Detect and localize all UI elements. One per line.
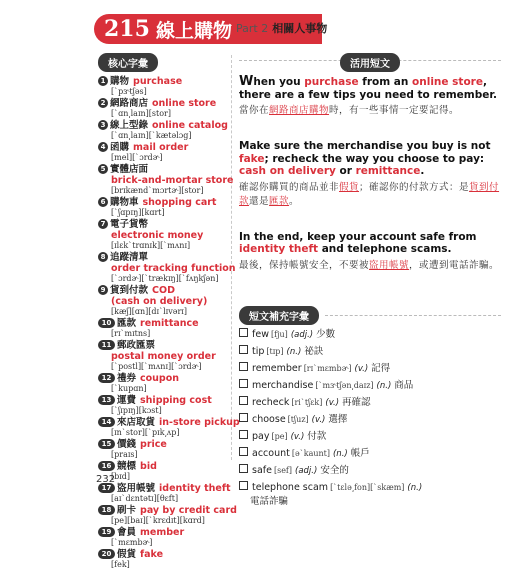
supplement-meaning: 商品 [394, 380, 414, 391]
checkbox[interactable] [239, 396, 248, 405]
vocab-entry [98, 120, 228, 141]
supplement-word: tip [252, 346, 265, 357]
vocab-english: shipping cost [140, 395, 212, 406]
highlighted-term: cash on delivery [239, 165, 336, 177]
paragraph-english [239, 231, 501, 256]
highlighted-term: 貨到付款 [239, 181, 500, 207]
checkbox[interactable] [239, 328, 248, 337]
translation-text: ；確認你的付款方式：是 [359, 181, 470, 193]
vocab-entry [98, 76, 228, 97]
highlighted-term: identity theft [239, 243, 319, 255]
checkbox[interactable] [239, 430, 248, 439]
vocab-phonetic: [rɪˋmɪtns] [111, 329, 151, 338]
vocab-phonetic: [mel][ˋɔrdɚ] [111, 153, 163, 162]
vocab-chinese: 價錢 [117, 439, 137, 450]
vocab-line [98, 439, 228, 450]
supplement-word: telephone scam [252, 482, 329, 493]
supplement-item [239, 447, 501, 461]
vocab-number-badge: 4 [98, 142, 108, 152]
vocab-number-badge: 14 [98, 417, 115, 427]
vocab-entry [98, 285, 228, 317]
supplement-list [239, 328, 501, 508]
supplement-pos: (adj.) [290, 330, 314, 340]
sentence-text: , there are a few tips you need to remember. [239, 76, 498, 101]
vocab-english: member [140, 527, 185, 538]
vocab-line [98, 318, 228, 329]
supplement-phonetic: [tɪp] [266, 347, 284, 356]
core-vocab-panel [98, 52, 240, 571]
highlighted-term: purchase [304, 76, 359, 88]
supplement-phonetic: [pe] [271, 432, 288, 441]
vocab-number-badge: 8 [98, 252, 108, 262]
supplement-phonetic: [əˋkaunt] [291, 449, 330, 458]
vocab-chinese: 函購 [110, 142, 130, 153]
vocab-number-badge: 3 [98, 120, 108, 130]
supplement-word: recheck [252, 397, 290, 408]
vocab-entry [98, 483, 231, 504]
vocab-line [98, 549, 228, 560]
vocab-english-line2: postal money order [111, 351, 216, 362]
vocab-phonetic: [ˋʃɑpɪŋ][kɑrt] [111, 208, 165, 217]
supplement-phonetic: [ˋmɝtʃən͵daɪz] [315, 381, 374, 390]
supplement-item [239, 396, 501, 410]
column-divider [231, 55, 232, 460]
vocab-chinese: 追蹤清單 [110, 252, 149, 263]
vocab-english: coupon [140, 373, 180, 384]
vocab-phonetic: [ɪlɛkˋtrɑnɪk][ˋmʌnɪ] [111, 241, 191, 250]
vocab-chinese: 假貨 [117, 549, 137, 560]
vocab-english: remittance [140, 318, 199, 329]
vocab-list [98, 76, 240, 570]
sentences-header [239, 52, 501, 68]
chapter-title: 線上購物 [155, 19, 232, 42]
supplement-meaning: 付款 [307, 431, 327, 442]
vocab-number-badge: 16 [98, 461, 115, 471]
checkbox[interactable] [239, 379, 248, 388]
supplement-word: remember [252, 363, 302, 374]
checkbox[interactable] [239, 464, 248, 473]
vocab-number-badge: 1 [98, 76, 108, 86]
vocab-phonetic: [aɪˋdɛntətɪ][θɛft] [111, 494, 179, 503]
vocab-entry [98, 219, 228, 251]
supplement-word: merchandise [252, 380, 314, 391]
vocab-phonetic: [ˋɑn͵laɪn][ˋkætəlɔg] [111, 131, 192, 140]
vocab-number-badge: 7 [98, 219, 108, 229]
vocab-english-line2: electronic money [111, 230, 204, 241]
vocab-line [98, 76, 228, 87]
vocab-chinese: 運費 [117, 395, 137, 406]
vocab-phonetic: [ˋɑn͵laɪn][stor] [111, 109, 171, 118]
vocab-line [98, 527, 228, 538]
vocab-line [98, 120, 228, 131]
supplement-phonetic: [rɪˋmɛmbɚ] [303, 364, 352, 373]
paragraph-list [239, 76, 501, 273]
sentence-text: and telephone scams. [318, 243, 452, 255]
supplement-label: 短文補充字彙 [239, 306, 319, 325]
vocab-chinese: 網路商店 [110, 98, 149, 109]
supplement-item [239, 430, 501, 444]
vocab-number-badge: 2 [98, 98, 108, 108]
vocab-entry [98, 98, 228, 119]
vocab-entry [98, 505, 237, 526]
supplement-pos: (n.) [286, 347, 302, 357]
vocab-line [98, 340, 228, 351]
supplement-item [239, 379, 501, 393]
vocab-number-badge: 9 [98, 285, 108, 295]
paragraph-english [239, 140, 501, 178]
supplement-pos: (adj.) [295, 466, 318, 476]
supplement-item [239, 362, 501, 376]
vocab-entry [98, 527, 228, 548]
vocab-chinese: 線上型錄 [110, 120, 149, 131]
vocab-phonetic: [ˋpostl][ˋmʌnɪ][ˋɔrdɚ] [111, 362, 202, 371]
supplement-meaning: 祕訣 [304, 346, 324, 357]
supplement-item [239, 464, 501, 478]
vocab-number-badge: 11 [98, 340, 115, 350]
supplement-phonetic: [sef] [273, 466, 293, 475]
vocab-english: pay by credit card [140, 505, 237, 516]
vocab-number-badge: 18 [98, 505, 115, 515]
supplement-pos: (v.) [311, 415, 326, 425]
supplement-word: account [252, 448, 290, 459]
highlighted-term: online store [412, 76, 483, 88]
vocab-phonetic: [praɪs] [111, 450, 138, 459]
paragraph-chinese [239, 104, 501, 118]
sentence-text: . [420, 165, 425, 177]
translation-text: ，或遭到電話詐騙。 [409, 259, 500, 271]
supplement-item [239, 413, 501, 427]
vocab-entry [98, 461, 228, 482]
checkbox[interactable] [239, 362, 248, 371]
vocab-entry [98, 252, 236, 284]
vocab-chinese: 競標 [117, 461, 137, 472]
supplement-pos: (n.) [407, 483, 423, 493]
vocab-english: identity theft [159, 483, 231, 494]
part-title: 相關人事物 [272, 22, 328, 35]
page-number: 232 [96, 474, 116, 485]
vocab-chinese: 匯款 [117, 318, 137, 329]
vocab-phonetic: [pe][baɪ][ˋkrɛdɪt][kɑrd] [111, 516, 205, 525]
supplement-meaning: 安全的 [320, 465, 349, 476]
supplement-phonetic: [tʃuz] [287, 415, 309, 424]
highlighted-term: remittance [355, 165, 421, 177]
vocab-chinese: 貨到付款 [110, 285, 149, 296]
vocab-entry [98, 395, 228, 416]
supplement-item [239, 328, 501, 342]
checkbox[interactable] [239, 413, 248, 422]
supplement-phonetic: [fju] [270, 330, 288, 339]
supplement-item [239, 345, 501, 359]
sentence-text: from an [358, 76, 413, 88]
vocab-number-badge: 17 [98, 483, 115, 493]
vocab-english: online catalog [152, 120, 228, 131]
checkbox[interactable] [239, 481, 248, 490]
supplement-item [239, 481, 501, 495]
vocab-line [98, 252, 228, 263]
vocab-entry [98, 373, 228, 394]
vocab-line [98, 98, 228, 109]
vocab-english-line2: (cash on delivery) [111, 296, 208, 307]
vocab-english: bid [140, 461, 157, 472]
sentence-text: hen you [253, 76, 305, 88]
vocab-english: shopping cart [142, 197, 217, 208]
vocab-phonetic: [ˋʃɪpɪŋ][kɔst] [111, 406, 162, 415]
vocab-number-badge: 10 [98, 318, 115, 328]
vocab-line [98, 483, 231, 494]
vocab-phonetic: [ˋmɛmbɚ] [111, 538, 153, 547]
vocab-line [98, 285, 228, 296]
sentence-text: Make sure the merchandise you buy is not [239, 140, 491, 152]
vocab-phonetic: [ɪnˋstor][ˋpɪk͵ʌp] [111, 428, 180, 437]
sentences-label: 活用短文 [340, 53, 400, 72]
highlighted-term: 網路商店購物 [269, 105, 330, 116]
vocab-number-badge: 19 [98, 527, 115, 537]
supplement-word: few [252, 329, 269, 340]
vocab-english: COD [152, 285, 175, 296]
vocab-number-badge: 13 [98, 395, 115, 405]
checkbox[interactable] [239, 447, 248, 456]
highlighted-term: 假貨 [339, 181, 360, 193]
header-rule [325, 315, 501, 316]
vocab-line [98, 219, 228, 230]
vocab-line [98, 373, 228, 384]
vocab-entry [98, 549, 228, 570]
supplement-pos: (n.) [376, 381, 392, 391]
vocab-chinese: 盜用帳號 [117, 483, 156, 494]
supplement-phonetic: [ˋtɛlə͵fon][ˋskæm] [330, 483, 405, 492]
vocab-phonetic: [ˋpɝtʃəs] [111, 87, 147, 96]
sentences-panel [239, 52, 501, 273]
sentence-text: or [335, 165, 356, 177]
vocab-chinese: 購物 [110, 76, 130, 87]
sentence-text: ; recheck the way you choose to pay: [264, 152, 485, 165]
supplement-meaning: 帳戶 [350, 448, 370, 459]
supplement-panel [239, 306, 501, 508]
vocab-english: purchase [133, 76, 183, 87]
sentence-text: In the end, keep your account safe from [239, 230, 477, 243]
vocab-chinese: 刷卡 [117, 505, 137, 516]
supplement-pos: (n.) [332, 449, 348, 459]
vocab-number-badge: 15 [98, 439, 115, 449]
vocab-entry [98, 439, 228, 460]
vocab-phonetic: [bɪd] [111, 472, 131, 481]
vocab-chinese: 會員 [117, 527, 137, 538]
vocab-chinese: 購物車 [110, 197, 139, 208]
vocab-english: mail order [133, 142, 189, 153]
supplement-pos: (v.) [325, 398, 340, 408]
vocab-english: online store [152, 98, 217, 109]
paragraph-gap [239, 118, 501, 132]
supplement-word: choose [252, 414, 286, 425]
paragraph-english [239, 76, 501, 101]
vocab-phonetic: [fek] [111, 560, 130, 569]
supplement-meaning: 選擇 [328, 414, 348, 425]
vocab-entry [98, 417, 240, 438]
vocab-line [98, 164, 228, 175]
vocab-english: in-store pickup [159, 417, 240, 428]
paragraph-gap [239, 209, 501, 223]
vocab-chinese: 來店取貨 [117, 417, 156, 428]
supplement-phonetic: [riˋtʃɛk] [291, 398, 323, 407]
translation-text: 確認你購買的商品並非 [239, 181, 340, 193]
core-vocab-label: 核心字彙 [98, 53, 158, 72]
vocab-number-badge: 20 [98, 549, 115, 559]
translation-text: 時，有一些事情一定要記得。 [329, 105, 460, 116]
supplement-header [239, 306, 501, 325]
vocab-line [98, 395, 228, 406]
supplement-meaning: 記得 [371, 363, 391, 374]
vocab-line [98, 197, 228, 208]
vocab-chinese: 實體店面 [110, 164, 149, 175]
vocab-line [98, 505, 237, 516]
part-number: Part 2 [236, 21, 269, 35]
paragraph-chinese [239, 181, 501, 209]
vocab-line [98, 417, 240, 428]
highlighted-term: 匯款 [269, 195, 290, 207]
vocab-english: fake [140, 549, 164, 560]
supplement-meaning: 再確認 [342, 397, 371, 408]
vocab-chinese: 禮券 [117, 373, 137, 384]
translation-text: 還是 [249, 195, 270, 207]
checkbox[interactable] [239, 345, 248, 354]
highlighted-term: 盜用帳號 [369, 259, 410, 271]
part-label [236, 20, 327, 36]
vocab-entry [98, 142, 228, 163]
vocab-line [98, 142, 228, 153]
chapter-number: 215 [104, 16, 150, 42]
vocab-english: price [140, 439, 167, 450]
vocab-english-line2: brick-and-mortar store [111, 175, 234, 186]
supplement-word: pay [252, 431, 270, 442]
vocab-chinese: 郵政匯票 [117, 340, 156, 351]
vocab-line [98, 461, 228, 472]
sentence-text: W [239, 74, 254, 89]
vocab-phonetic: [ˋkupɑn] [111, 384, 147, 393]
highlighted-term: fake [239, 152, 265, 165]
vocab-entry [98, 164, 234, 196]
vocab-chinese: 電子貨幣 [110, 219, 149, 230]
vocab-entry [98, 197, 228, 218]
vocab-phonetic: [brɪkændˋmɔrtɚ][stor] [111, 186, 204, 195]
vocab-english-line2: order tracking function [111, 263, 236, 274]
translation-text: 當你在 [239, 105, 270, 116]
supplement-meaning: 電話詐騙 [250, 496, 289, 507]
paragraph-chinese [239, 259, 501, 273]
vocab-number-badge: 12 [98, 373, 115, 383]
vocab-number-badge: 6 [98, 197, 108, 207]
vocab-entry [98, 318, 228, 339]
vocab-phonetic: [kæʃ][ɑn][dɪˋlɪvərɪ] [111, 307, 187, 316]
supplement-pos: (v.) [290, 432, 305, 442]
supplement-pos: (v.) [354, 364, 369, 374]
translation-text: 最後，保持帳號安全，不要被 [239, 259, 370, 271]
vocab-phonetic: [ˋɔrdɚ][ˋtrækɪŋ][ˋfʌŋkʃən] [111, 274, 219, 283]
supplement-word: safe [252, 465, 272, 476]
vocab-entry [98, 340, 228, 372]
vocab-number-badge: 5 [98, 164, 108, 174]
translation-text: 。 [289, 195, 300, 207]
supplement-meaning: 少數 [316, 329, 336, 340]
